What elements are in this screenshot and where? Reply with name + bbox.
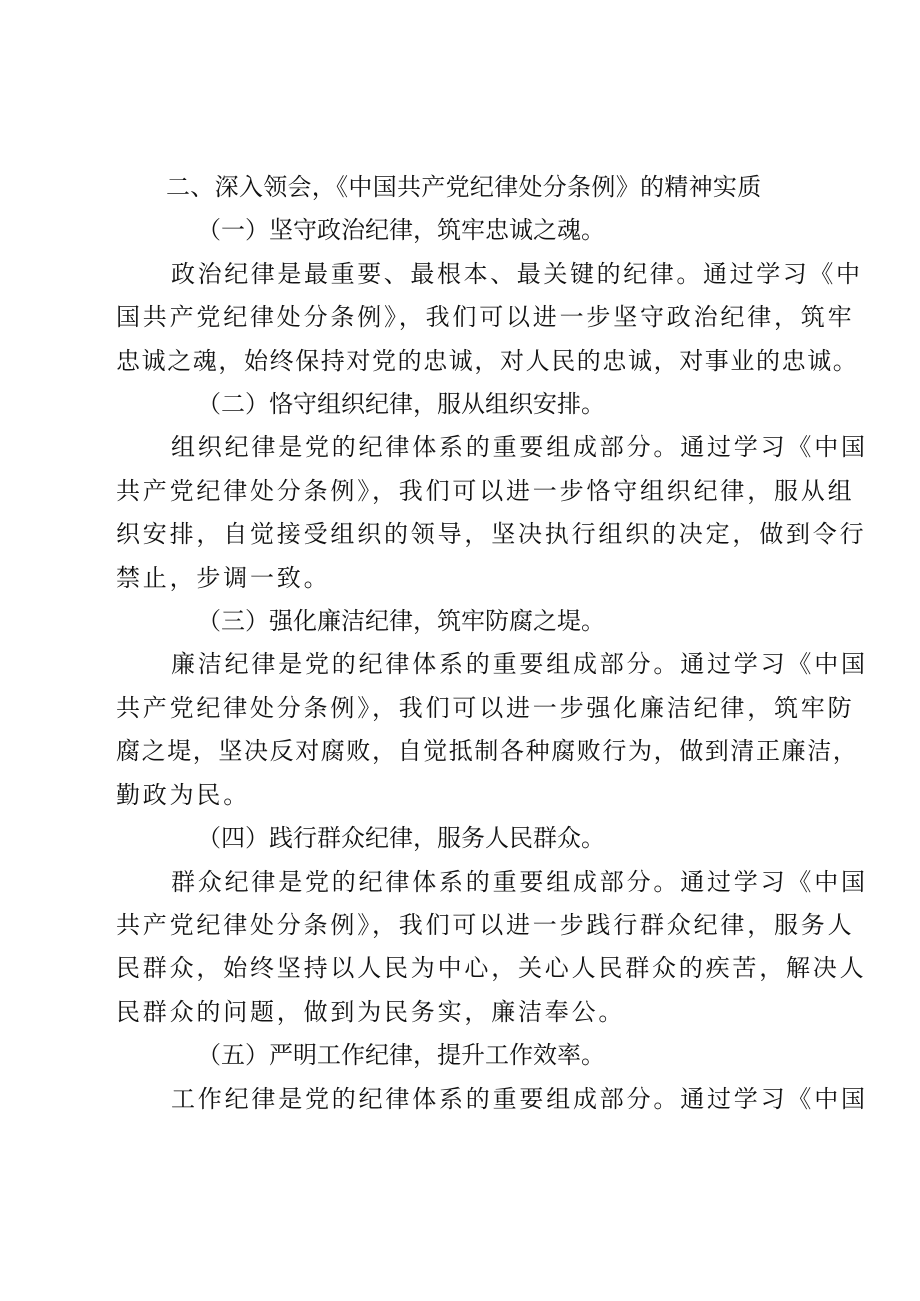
paragraph-line: 勤政为民。 xyxy=(116,780,250,809)
subheading-mass-discipline: （四）践行群众纪律，服务人民群众。 xyxy=(197,824,605,853)
paragraph-line: 民群众，始终坚持以人民为中心，关心人民群众的疾苦，解决人 xyxy=(116,954,867,983)
paragraph-line: 共产党纪律处分条例》，我们可以进一步强化廉洁纪律，筑牢防 xyxy=(116,693,855,722)
paragraph-line: 群众纪律是党的纪律体系的重要组成部分。通过学习《中国 xyxy=(171,867,868,896)
paragraph-line: 国共产党纪律处分条例》，我们可以进一步坚守政治纪律，筑牢 xyxy=(116,303,855,332)
subheading-organizational-discipline: （二）恪守组织纪律，服从组织安排。 xyxy=(197,390,605,419)
document-body xyxy=(116,166,868,1121)
paragraph-line: 廉洁纪律是党的纪律体系的重要组成部分。通过学习《中国 xyxy=(171,650,868,679)
paragraph-line: 共产党纪律处分条例》，我们可以进一步践行群众纪律，服务人 xyxy=(116,910,855,939)
paragraph-line: 忠诚之魂，始终保持对党的忠诚，对人民的忠诚，对事业的忠诚。 xyxy=(116,346,859,375)
paragraph-line: 共产党纪律处分条例》，我们可以进一步恪守组织纪律，服从组 xyxy=(116,476,855,505)
subheading-work-discipline: （五）严明工作纪律，提升工作效率。 xyxy=(197,1041,605,1070)
paragraph-line: 政治纪律是最重要、最根本、最关键的纪律。通过学习《中 xyxy=(171,259,863,288)
paragraph-line: 腐之堤，坚决反对腐败，自觉抵制各种腐败行为，做到清正廉洁， xyxy=(116,737,859,766)
paragraph-line: 禁止，步调一致。 xyxy=(116,563,331,592)
paragraph-line: 织安排，自觉接受组织的领导，坚决执行组织的决定，做到令行 xyxy=(116,520,867,549)
paragraph-line: 组织纪律是党的纪律体系的重要组成部分。通过学习《中国 xyxy=(171,433,868,462)
section-heading: 二、深入领会，《中国共产党纪律处分条例》的精神实质 xyxy=(166,173,762,201)
paragraph-line: 工作纪律是党的纪律体系的重要组成部分。通过学习《中国 xyxy=(171,1084,868,1113)
subheading-integrity-discipline: （三）强化廉洁纪律，筑牢防腐之堤。 xyxy=(197,607,605,636)
paragraph-line: 民群众的问题，做到为民务实，廉洁奉公。 xyxy=(116,997,626,1026)
subheading-political-discipline: （一）坚守政治纪律，筑牢忠诚之魂。 xyxy=(197,216,605,245)
